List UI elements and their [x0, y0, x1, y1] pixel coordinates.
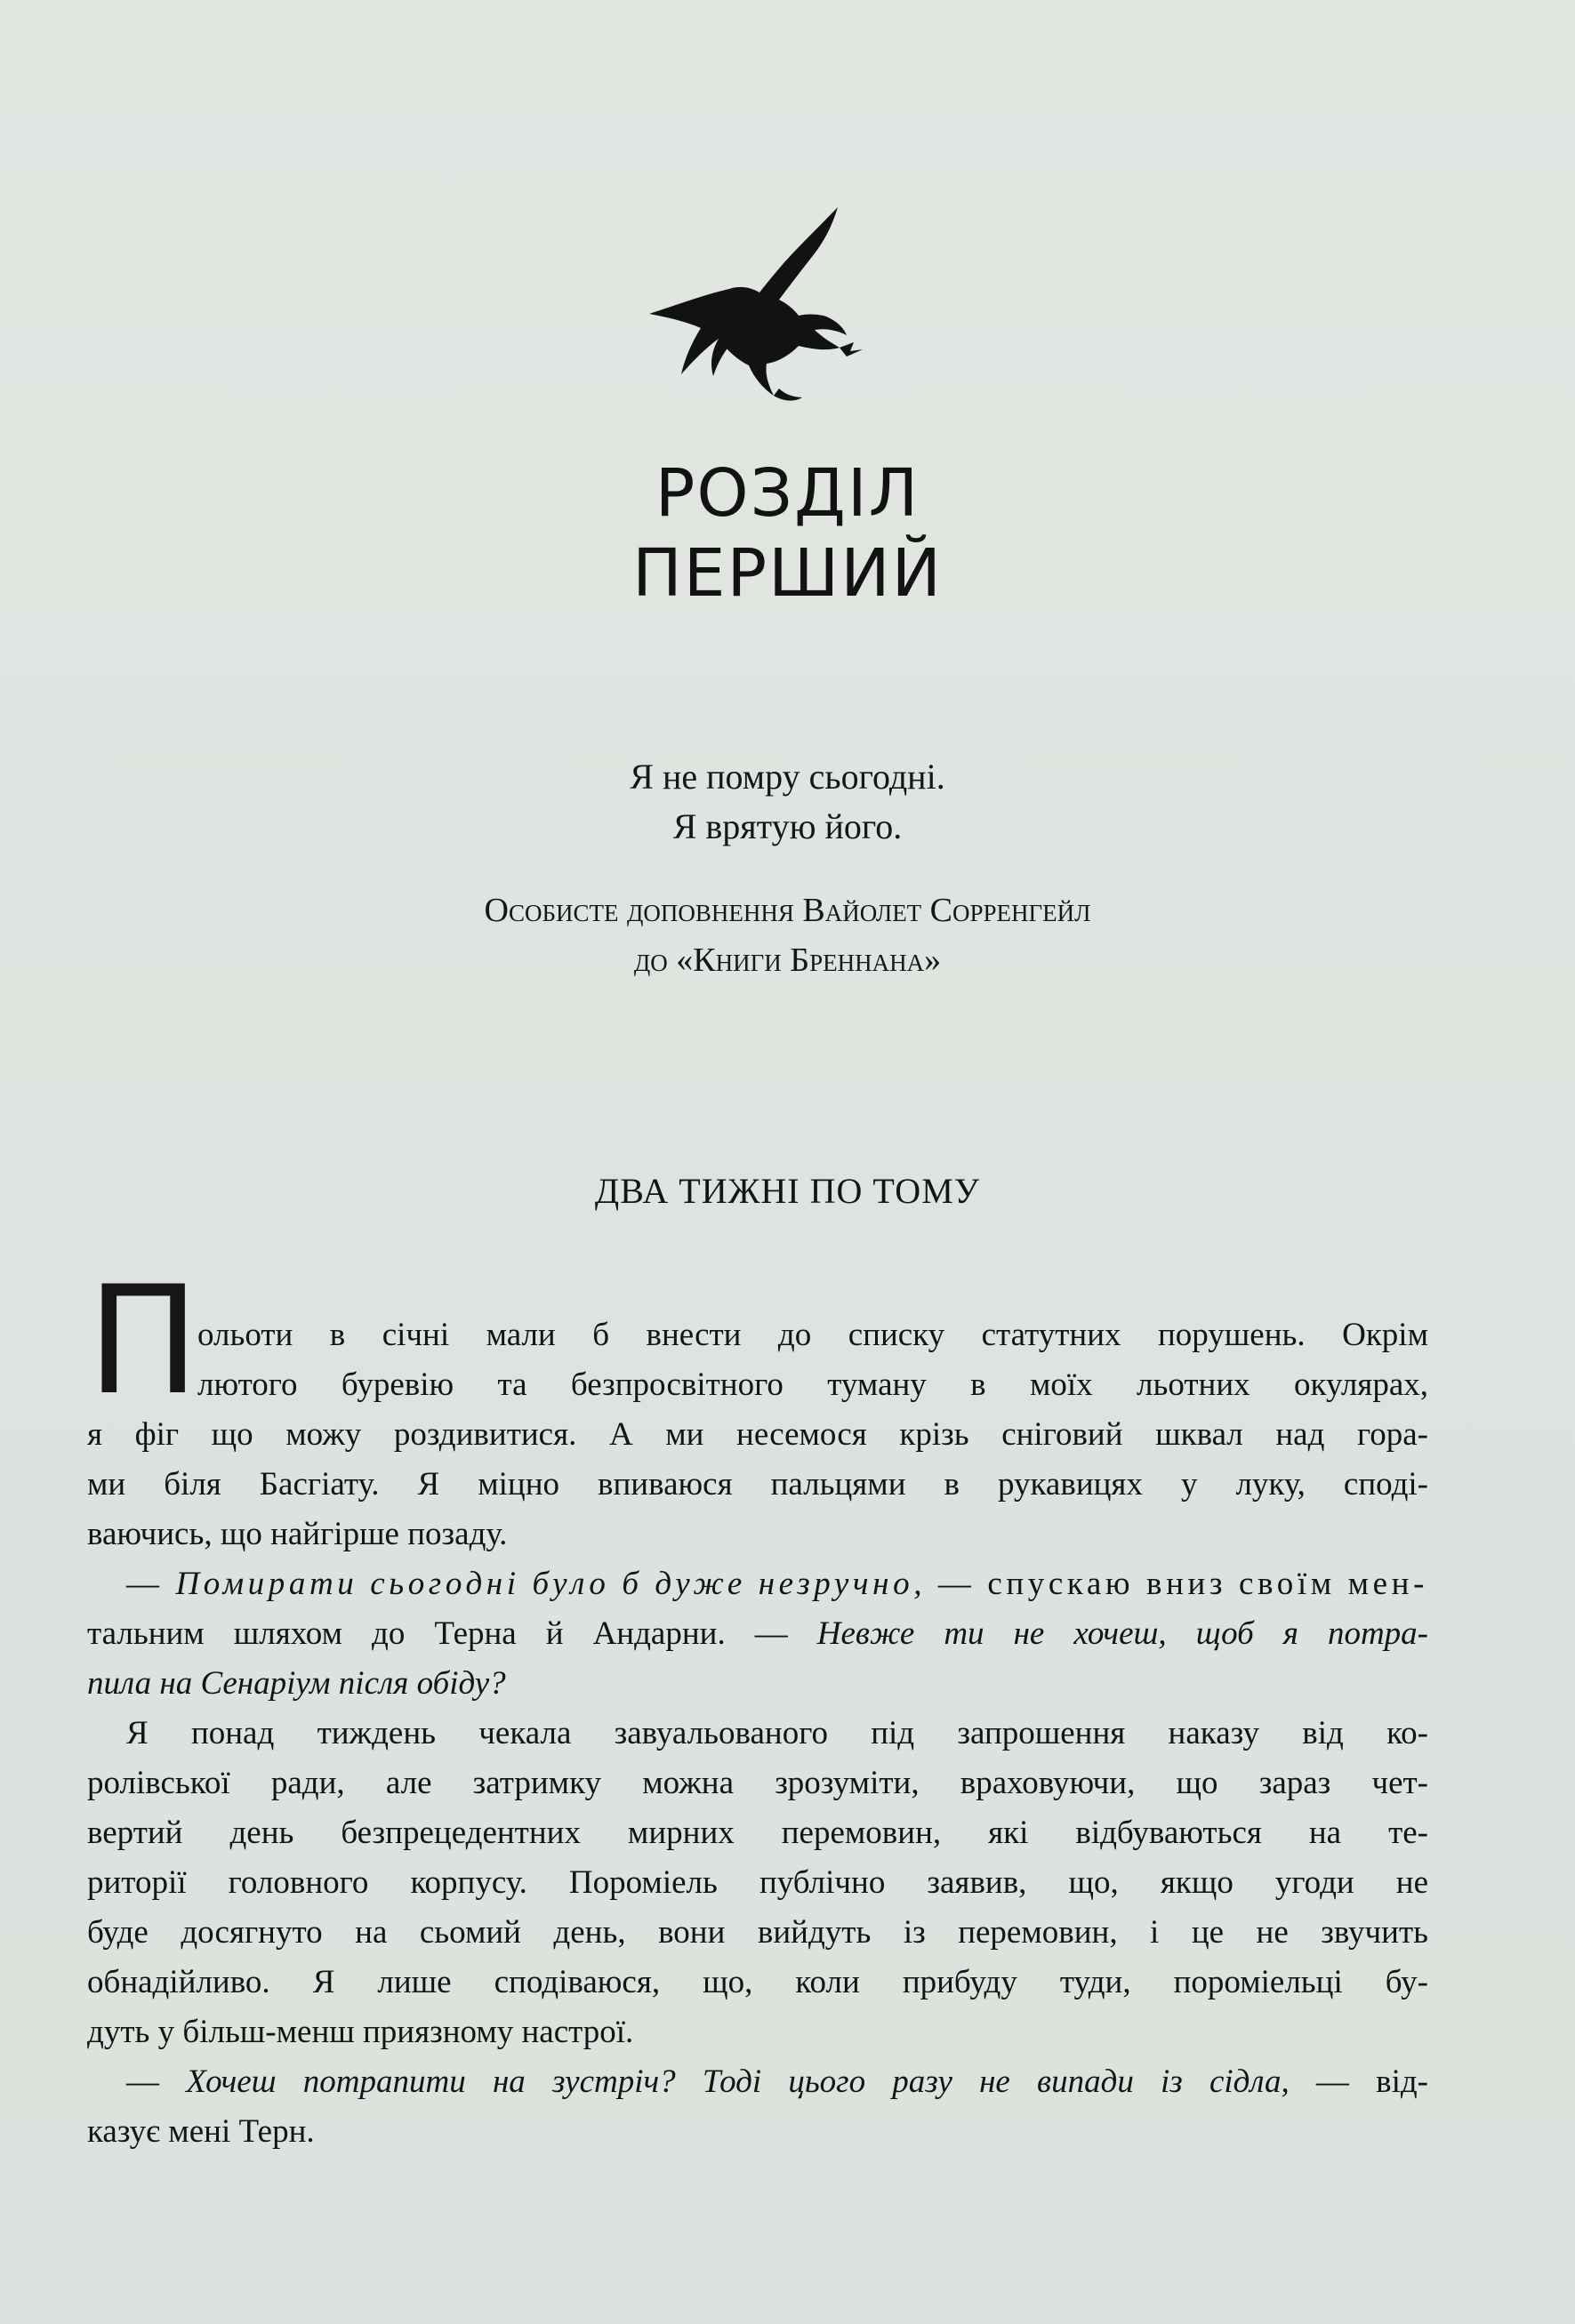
- text-run: — спускаю вниз своїм мен-: [926, 1566, 1428, 1602]
- attribution-line-2: до «Книги Бреннана»: [633, 942, 942, 979]
- text-run: тальним шляхом до Терна й Андарни. —: [87, 1615, 817, 1652]
- body-line: [87, 1908, 1428, 1958]
- italic-text: Помирати сьогодні було б дуже незручно,: [175, 1566, 927, 1602]
- body-line: [197, 1310, 1428, 1360]
- text-run: я фіг що можу роздивитися. А ми несемося крізь сніговий шквал над гора-: [87, 1416, 1428, 1453]
- body-line: [87, 1759, 1428, 1808]
- body-line: [87, 1808, 1428, 1858]
- text-run: —: [126, 1566, 176, 1602]
- text-run: дуть у більш-менш приязному настрої.: [87, 2014, 634, 2050]
- italic-text: Хочеш потрапити на зустріч? Тоді цього разу не випади із сідла,: [186, 2064, 1290, 2100]
- chapter-title-line-1: РОЗДІЛ: [655, 455, 920, 532]
- body-line: [126, 1559, 1428, 1609]
- epigraph-attribution: [0, 886, 1575, 985]
- text-run: буде досягнуто на сьомий день, вони вийдуть із перемовин, і це не звучить: [87, 1914, 1428, 1951]
- body-line: [87, 1659, 506, 1709]
- italic-text: Невже ти не хочеш, щоб я потра-: [816, 1615, 1428, 1652]
- body-line: [126, 1709, 1428, 1759]
- body-line: [87, 2107, 315, 2157]
- text-run: лютого буревію та безпросвітного туману в моїх льотних окулярах,: [197, 1366, 1428, 1403]
- chapter-title-line-2: ПЕРШИЙ: [632, 535, 943, 612]
- drop-cap: П: [87, 1254, 200, 1428]
- body-line: [87, 1609, 1428, 1659]
- text-run: —: [126, 2064, 187, 2100]
- body-line: [126, 2057, 1428, 2107]
- body-line: [87, 1510, 507, 1559]
- epigraph-line-1: Я не помру сьогодні.: [630, 757, 945, 797]
- text-run: ми біля Басгіату. Я міцно впиваюся пальцями в рукавицях у луку, сподi-: [87, 1466, 1428, 1503]
- body-line: [87, 2007, 633, 2057]
- dragon-icon: [640, 200, 876, 405]
- section-heading: ДВА ТИЖНІ ПО ТОМУ: [594, 1171, 981, 1211]
- body-line: [87, 1858, 1428, 1908]
- text-run: казує мені Терн.: [87, 2113, 315, 2150]
- attribution-line-1: Особисте доповнення Вайолет Сорренгейл: [484, 892, 1091, 929]
- chapter-title: [0, 453, 1575, 613]
- body-line: [87, 1410, 1428, 1460]
- text-run: — від-: [1289, 2064, 1428, 2100]
- body-line: [87, 1460, 1428, 1510]
- body-line: [197, 1360, 1428, 1410]
- text-run: Я понад тиждень чекала завуальованого під запрошення наказу від ко-: [126, 1715, 1428, 1751]
- text-run: обнадійливо. Я лише сподіваюся, що, коли прибуду туди, пороміельці бу-: [87, 1964, 1428, 2000]
- body-line: [87, 1958, 1428, 2007]
- italic-text: пила на Сенаріум після обіду?: [87, 1665, 506, 1702]
- text-run: ролівської ради, але затримку можна зрозуміти, враховуючи, що зараз чет-: [87, 1765, 1428, 1801]
- text-run: ольоти в січні мали б внести до списку статутних порушень. Окрім: [197, 1317, 1428, 1353]
- epigraph-line-2: Я врятую його.: [672, 806, 903, 846]
- text-run: риторії головного корпусу. Пороміель публічно заявив, що, якщо угоди не: [87, 1864, 1428, 1901]
- text-run: ваючись, що найгірше позаду.: [87, 1516, 508, 1552]
- text-run: вертий день безпрецедентних мирних перемовин, які відбуваються на те-: [87, 1815, 1428, 1851]
